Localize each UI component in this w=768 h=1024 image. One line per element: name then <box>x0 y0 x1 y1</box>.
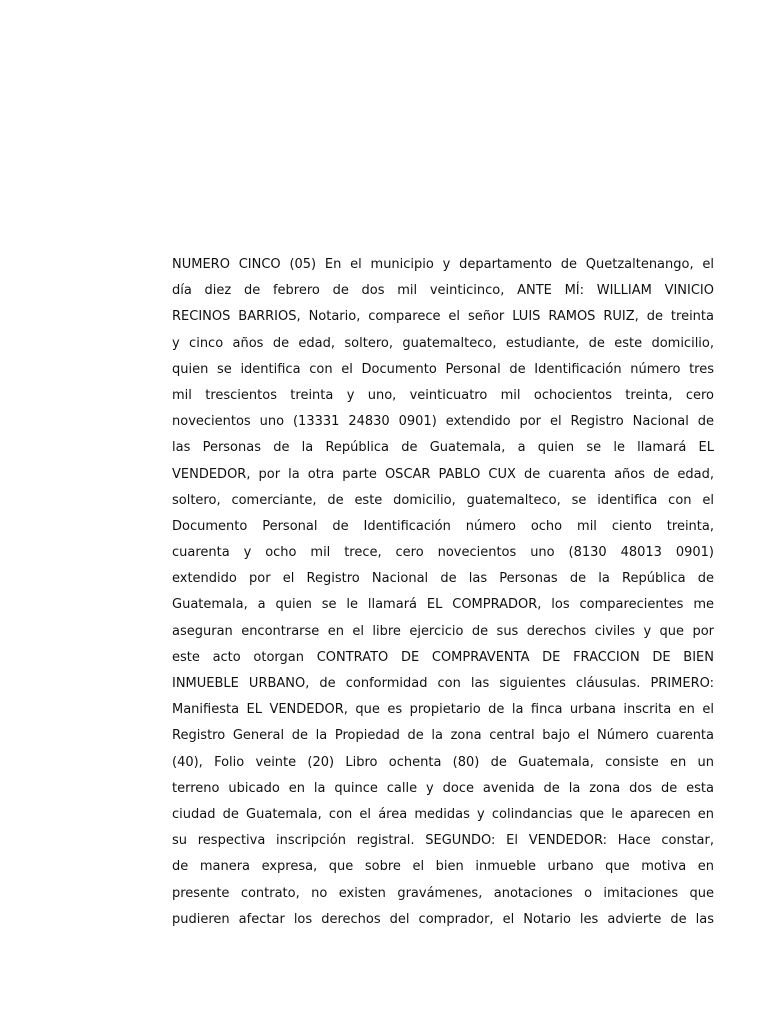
text-line: este acto otorgan CONTRATO DE COMPRAVENTA DE FRACCION DE BIEN <box>172 649 714 665</box>
text-line: día diez de febrero de dos mil veinticinco, ANTE MÍ: WILLIAM VINICIO <box>172 283 714 299</box>
text-line: terreno ubicado en la quince calle y doce avenida de la zona dos de esta <box>172 780 714 796</box>
text-line: presente contrato, no existen gravámenes, anotaciones o imitaciones que <box>172 885 714 901</box>
text-line: Manifiesta EL VENDEDOR, que es propietario de la finca urbana inscrita en el <box>172 702 714 718</box>
text-line: cuarenta y ocho mil trece, cero novecientos uno (8130 48013 0901) <box>172 545 714 561</box>
text-line: de manera expresa, que sobre el bien inmueble urbano que motiva en <box>172 859 714 875</box>
text-line: Registro General de la Propiedad de la zona central bajo el Número cuarenta <box>172 728 714 744</box>
text-line: VENDEDOR, por la otra parte OSCAR PABLO CUX de cuarenta años de edad, <box>172 466 714 482</box>
text-line: mil trescientos treinta y uno, veinticuatro mil ochocientos treinta, cero <box>172 387 714 403</box>
text-line: quien se identifica con el Documento Personal de Identificación número tres <box>172 361 714 377</box>
text-line: pudieren afectar los derechos del comprador, el Notario les advierte de las <box>172 911 714 927</box>
text-line: aseguran encontrarse en el libre ejercicio de sus derechos civiles y que por <box>172 623 714 639</box>
text-line: Guatemala, a quien se le llamará EL COMPRADOR, los comparecientes me <box>172 597 714 613</box>
text-line: RECINOS BARRIOS, Notario, comparece el señor LUIS RAMOS RUIZ, de treinta <box>172 309 714 325</box>
document-body <box>172 252 714 933</box>
text-line: Documento Personal de Identificación número ocho mil ciento treinta, <box>172 518 714 534</box>
text-line: extendido por el Registro Nacional de las Personas de la República de <box>172 571 714 587</box>
text-line: INMUEBLE URBANO, de conformidad con las siguientes cláusulas. PRIMERO: <box>172 676 714 691</box>
text-line: su respectiva inscripción registral. SEGUNDO: El VENDEDOR: Hace constar, <box>172 833 714 849</box>
text-line: novecientos uno (13331 24830 0901) extendido por el Registro Nacional de <box>172 414 714 430</box>
text-line: soltero, comerciante, de este domicilio, guatemalteco, se identifica con el <box>172 492 714 508</box>
text-line: las Personas de la República de Guatemala, a quien se le llamará EL <box>172 440 714 456</box>
text-line: ciudad de Guatemala, con el área medidas y colindancias que le aparecen en <box>172 806 714 822</box>
text-line: (40), Folio veinte (20) Libro ochenta (80) de Guatemala, consiste en un <box>172 754 714 770</box>
text-line: NUMERO CINCO (05) En el municipio y departamento de Quetzaltenango, el <box>172 257 714 272</box>
text-line: y cinco años de edad, soltero, guatemalteco, estudiante, de este domicilio, <box>172 335 714 351</box>
